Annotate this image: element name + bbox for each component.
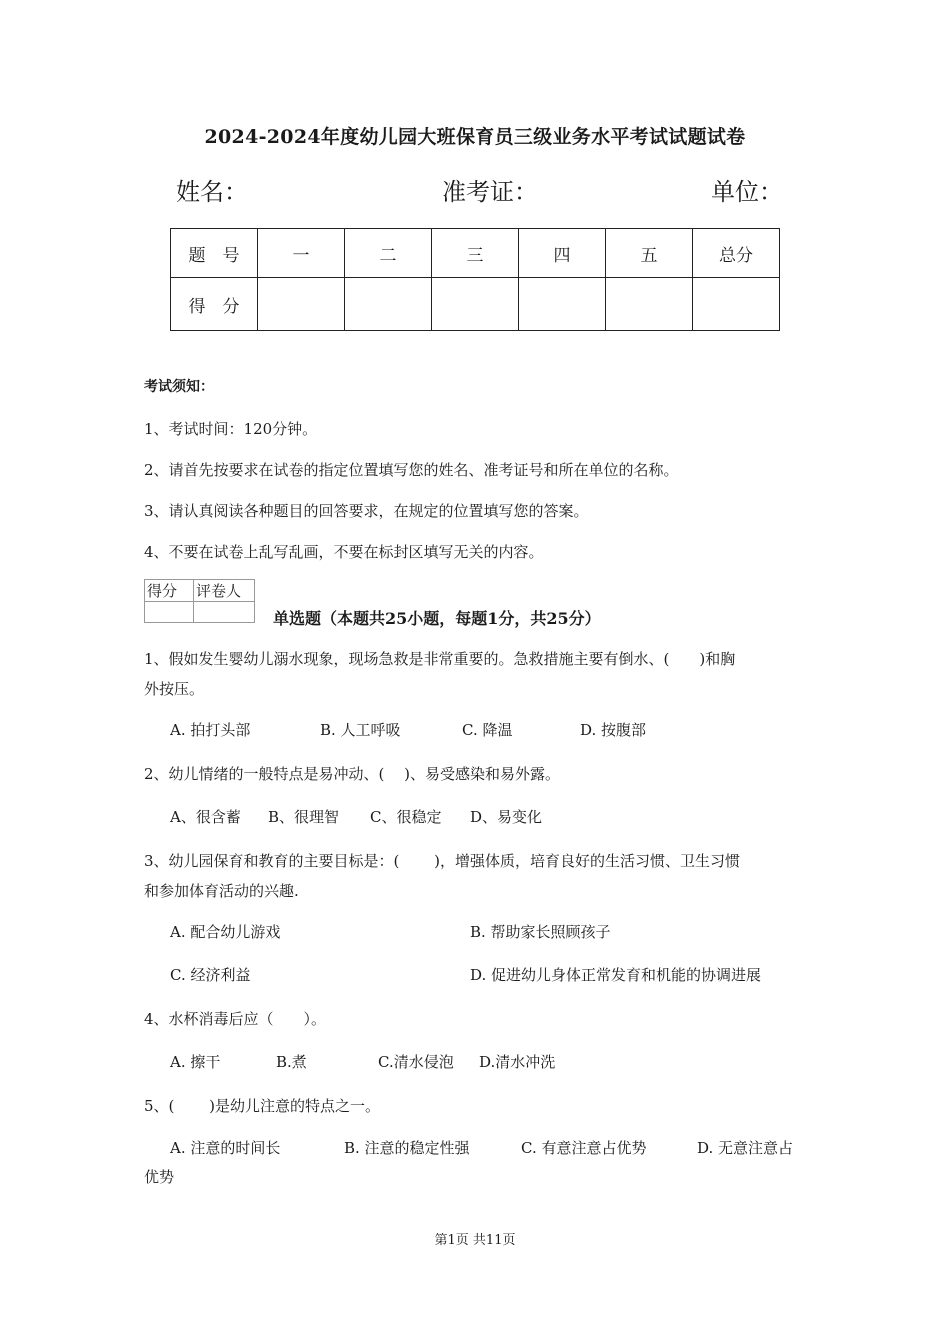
score-header-cell: 五 — [606, 229, 693, 278]
option-c[interactable]: C. 降温 — [462, 721, 513, 739]
option-c[interactable]: C. 有意注意占优势 — [521, 1139, 647, 1157]
score-table-score-row — [171, 278, 780, 331]
page-title: 2024-2024年度幼儿园大班保育员三级业务水平考试试题试卷 — [204, 126, 746, 148]
score-table — [170, 228, 780, 331]
grader-box-score-label: 得分 — [145, 580, 194, 602]
option-b[interactable]: B.煮 — [276, 1053, 307, 1071]
score-header-cell: 四 — [519, 229, 606, 278]
score-header-cell: 三 — [432, 229, 519, 278]
question-text: 和参加体育活动的兴趣. — [144, 882, 299, 900]
section-title: 单选题（本题共25小题，每题1分，共25分） — [273, 609, 601, 628]
exam-id-field-label: 准考证： — [442, 178, 538, 206]
notice-item: 3、请认真阅读各种题目的回答要求，在规定的位置填写您的答案。 — [144, 502, 589, 520]
question-text: 5、( )是幼儿注意的特点之一。 — [144, 1097, 381, 1115]
grader-box-grader-cell[interactable] — [194, 602, 255, 623]
score-cell[interactable] — [345, 278, 432, 331]
option-b[interactable]: B、很理智 — [268, 808, 340, 826]
score-cell[interactable] — [606, 278, 693, 331]
option-c[interactable]: C. 经济利益 — [170, 966, 251, 984]
grader-box — [144, 579, 255, 623]
score-cell[interactable] — [519, 278, 606, 331]
unit-field-label: 单位： — [711, 178, 783, 206]
score-header-cell: 二 — [345, 229, 432, 278]
notice-item: 1、考试时间：120分钟。 — [144, 420, 318, 438]
notice-item: 2、请首先按要求在试卷的指定位置填写您的姓名、准考证号和所在单位的名称。 — [144, 461, 679, 479]
question-text: 4、水杯消毒后应（ ）。 — [144, 1010, 327, 1028]
notice-item: 4、不要在试卷上乱写乱画，不要在标封区填写无关的内容。 — [144, 543, 544, 561]
option-a[interactable]: A. 擦干 — [170, 1053, 221, 1071]
question-text: 2、幼儿情绪的一般特点是易冲动、( )、易受感染和易外露。 — [144, 765, 561, 783]
option-b[interactable]: B. 人工呼吸 — [320, 721, 401, 739]
option-a[interactable]: A. 拍打头部 — [170, 721, 251, 739]
score-table-header-row — [171, 229, 780, 278]
grader-box-grader-label: 评卷人 — [194, 580, 255, 602]
option-b[interactable]: B. 注意的稳定性强 — [344, 1139, 470, 1157]
option-a[interactable]: A、很含蓄 — [170, 808, 241, 826]
option-d[interactable]: D. 促进幼儿身体正常发育和机能的协调进展 — [470, 966, 762, 984]
question-text: 外按压。 — [144, 680, 205, 698]
grader-box-score-cell[interactable] — [145, 602, 194, 623]
score-cell[interactable] — [258, 278, 345, 331]
question-text: 优势 — [144, 1168, 175, 1186]
option-d[interactable]: D、易变化 — [470, 808, 543, 826]
page-footer: 第1页 共11页 — [434, 1233, 516, 1248]
score-row-label: 得 分 — [171, 278, 258, 331]
option-c[interactable]: C.清水侵泡 — [378, 1053, 454, 1071]
option-a[interactable]: A. 注意的时间长 — [170, 1139, 281, 1157]
score-cell[interactable] — [432, 278, 519, 331]
option-d[interactable]: D. 无意注意占 — [697, 1139, 794, 1157]
question-text: 3、幼儿园保育和教育的主要目标是：( )，增强体质，培育良好的生活习惯、卫生习惯 — [144, 852, 741, 870]
option-d[interactable]: D.清水冲洗 — [479, 1053, 556, 1071]
score-header-cell: 一 — [258, 229, 345, 278]
name-field-label: 姓名： — [176, 178, 248, 206]
option-a[interactable]: A. 配合幼儿游戏 — [170, 923, 281, 941]
score-header-cell: 总分 — [693, 229, 780, 278]
option-c[interactable]: C、很稳定 — [370, 808, 442, 826]
option-b[interactable]: B. 帮助家长照顾孩子 — [470, 923, 611, 941]
score-cell[interactable] — [693, 278, 780, 331]
score-header-cell: 题 号 — [171, 229, 258, 278]
notice-heading: 考试须知： — [144, 379, 214, 395]
option-d[interactable]: D. 按腹部 — [580, 721, 647, 739]
question-text: 1、假如发生婴幼儿溺水现象，现场急救是非常重要的。急救措施主要有倒水、( )和胸 — [144, 650, 736, 668]
